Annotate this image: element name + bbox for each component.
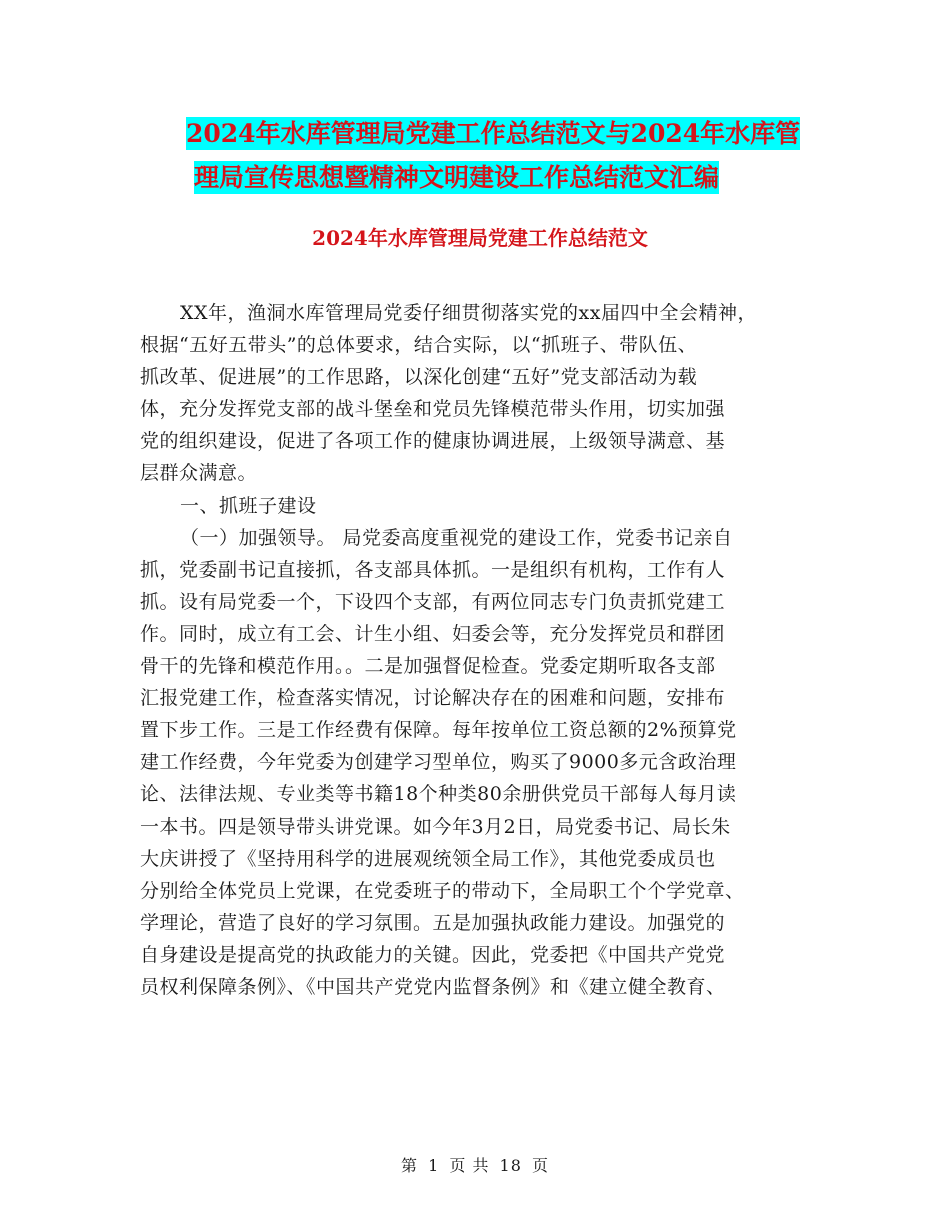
- title-highlight: 2024年水库管理局党建工作总结范文与2024年水库管: [186, 119, 801, 148]
- page-footer: [0, 1153, 950, 1176]
- body-line: 大庆讲授了《坚持用科学的进展观统领全局工作》，其他党委成员也: [140, 847, 716, 870]
- body-line: 建工作经费，今年党委为创建学习型单位，购买了9000多元含政治理: [140, 751, 737, 774]
- footer-page-number: 1: [428, 1156, 440, 1175]
- body-line: 抓，党委副书记直接抓，各支部具体抓。一是组织有机构，工作有人: [140, 558, 726, 581]
- title-highlight: 理局宣传思想暨精神文明建设工作总结范文汇编: [194, 163, 720, 192]
- footer-total-pages: 18: [499, 1156, 522, 1175]
- document-body: [140, 297, 830, 1003]
- footer-prefix: 第: [400, 1156, 418, 1175]
- document-main-title: [140, 112, 830, 200]
- main-title-line-1: [140, 112, 830, 156]
- body-line: 骨干的先锋和模范作用。。二是加强督促检查。党委定期听取各支部: [140, 655, 716, 678]
- body-line: 自身建设是提高党的执政能力的关键。因此，党委把《中国共产党党: [140, 943, 726, 966]
- body-line: 置下步工作。三是工作经费有保障。每年按单位工资总额的2%预算党: [140, 719, 737, 742]
- section-title: 2024年水库管理局党建工作总结范文: [312, 226, 648, 250]
- body-line: 论、法律法规、专业类等书籍18个种类80余册供党员干部每人每月读: [140, 783, 737, 806]
- footer-middle: 页 共: [449, 1156, 490, 1175]
- body-line: 一本书。四是领导带头讲党课。如今年3月2日，局党委书记、局长朱: [140, 815, 731, 838]
- body-line: 体，充分发挥党支部的战斗堡垒和党员先锋模范带头作用，切实加强: [140, 398, 726, 421]
- body-line: 抓。设有局党委一个，下设四个支部，有两位同志专门负责抓党建工: [140, 590, 726, 613]
- body-line: 分别给全体党员上党课，在党委班子的带动下，全局职工个个学党章、: [140, 879, 745, 902]
- body-line: 汇报党建工作，检查落实情况，讨论解决存在的困难和问题，安排布: [140, 687, 726, 710]
- body-line: XX年，渔洞水库管理局党委仔细贯彻落实党的xx届四中全会精神，: [180, 302, 757, 324]
- body-line: 员权利保障条例》、《中国共产党党内监督条例》和《建立健全教育、: [140, 975, 726, 998]
- body-line: 党的组织建设，促进了各项工作的健康协调进展，上级领导满意、基: [140, 430, 726, 453]
- body-line: 学理论，营造了良好的学习氛围。五是加强执政能力建设。加强党的: [140, 911, 726, 934]
- footer-suffix: 页: [532, 1156, 550, 1175]
- body-line: 抓改革、促进展”的工作思路，以深化创建“五好”党支部活动为载: [140, 366, 698, 389]
- body-line: 作。同时，成立有工会、计生小组、妇委会等，充分发挥党员和群团: [140, 622, 726, 645]
- section-heading: 一、抓班子建设: [180, 494, 317, 517]
- body-line: （一）加强领导。 局党委高度重视党的建设工作，党委书记亲自: [180, 526, 733, 549]
- main-title-line-2: [140, 156, 830, 200]
- body-line: 层群众满意。: [140, 462, 258, 485]
- body-line: 根据“五好五带头”的总体要求，结合实际，以“抓班子、带队伍、: [140, 334, 698, 357]
